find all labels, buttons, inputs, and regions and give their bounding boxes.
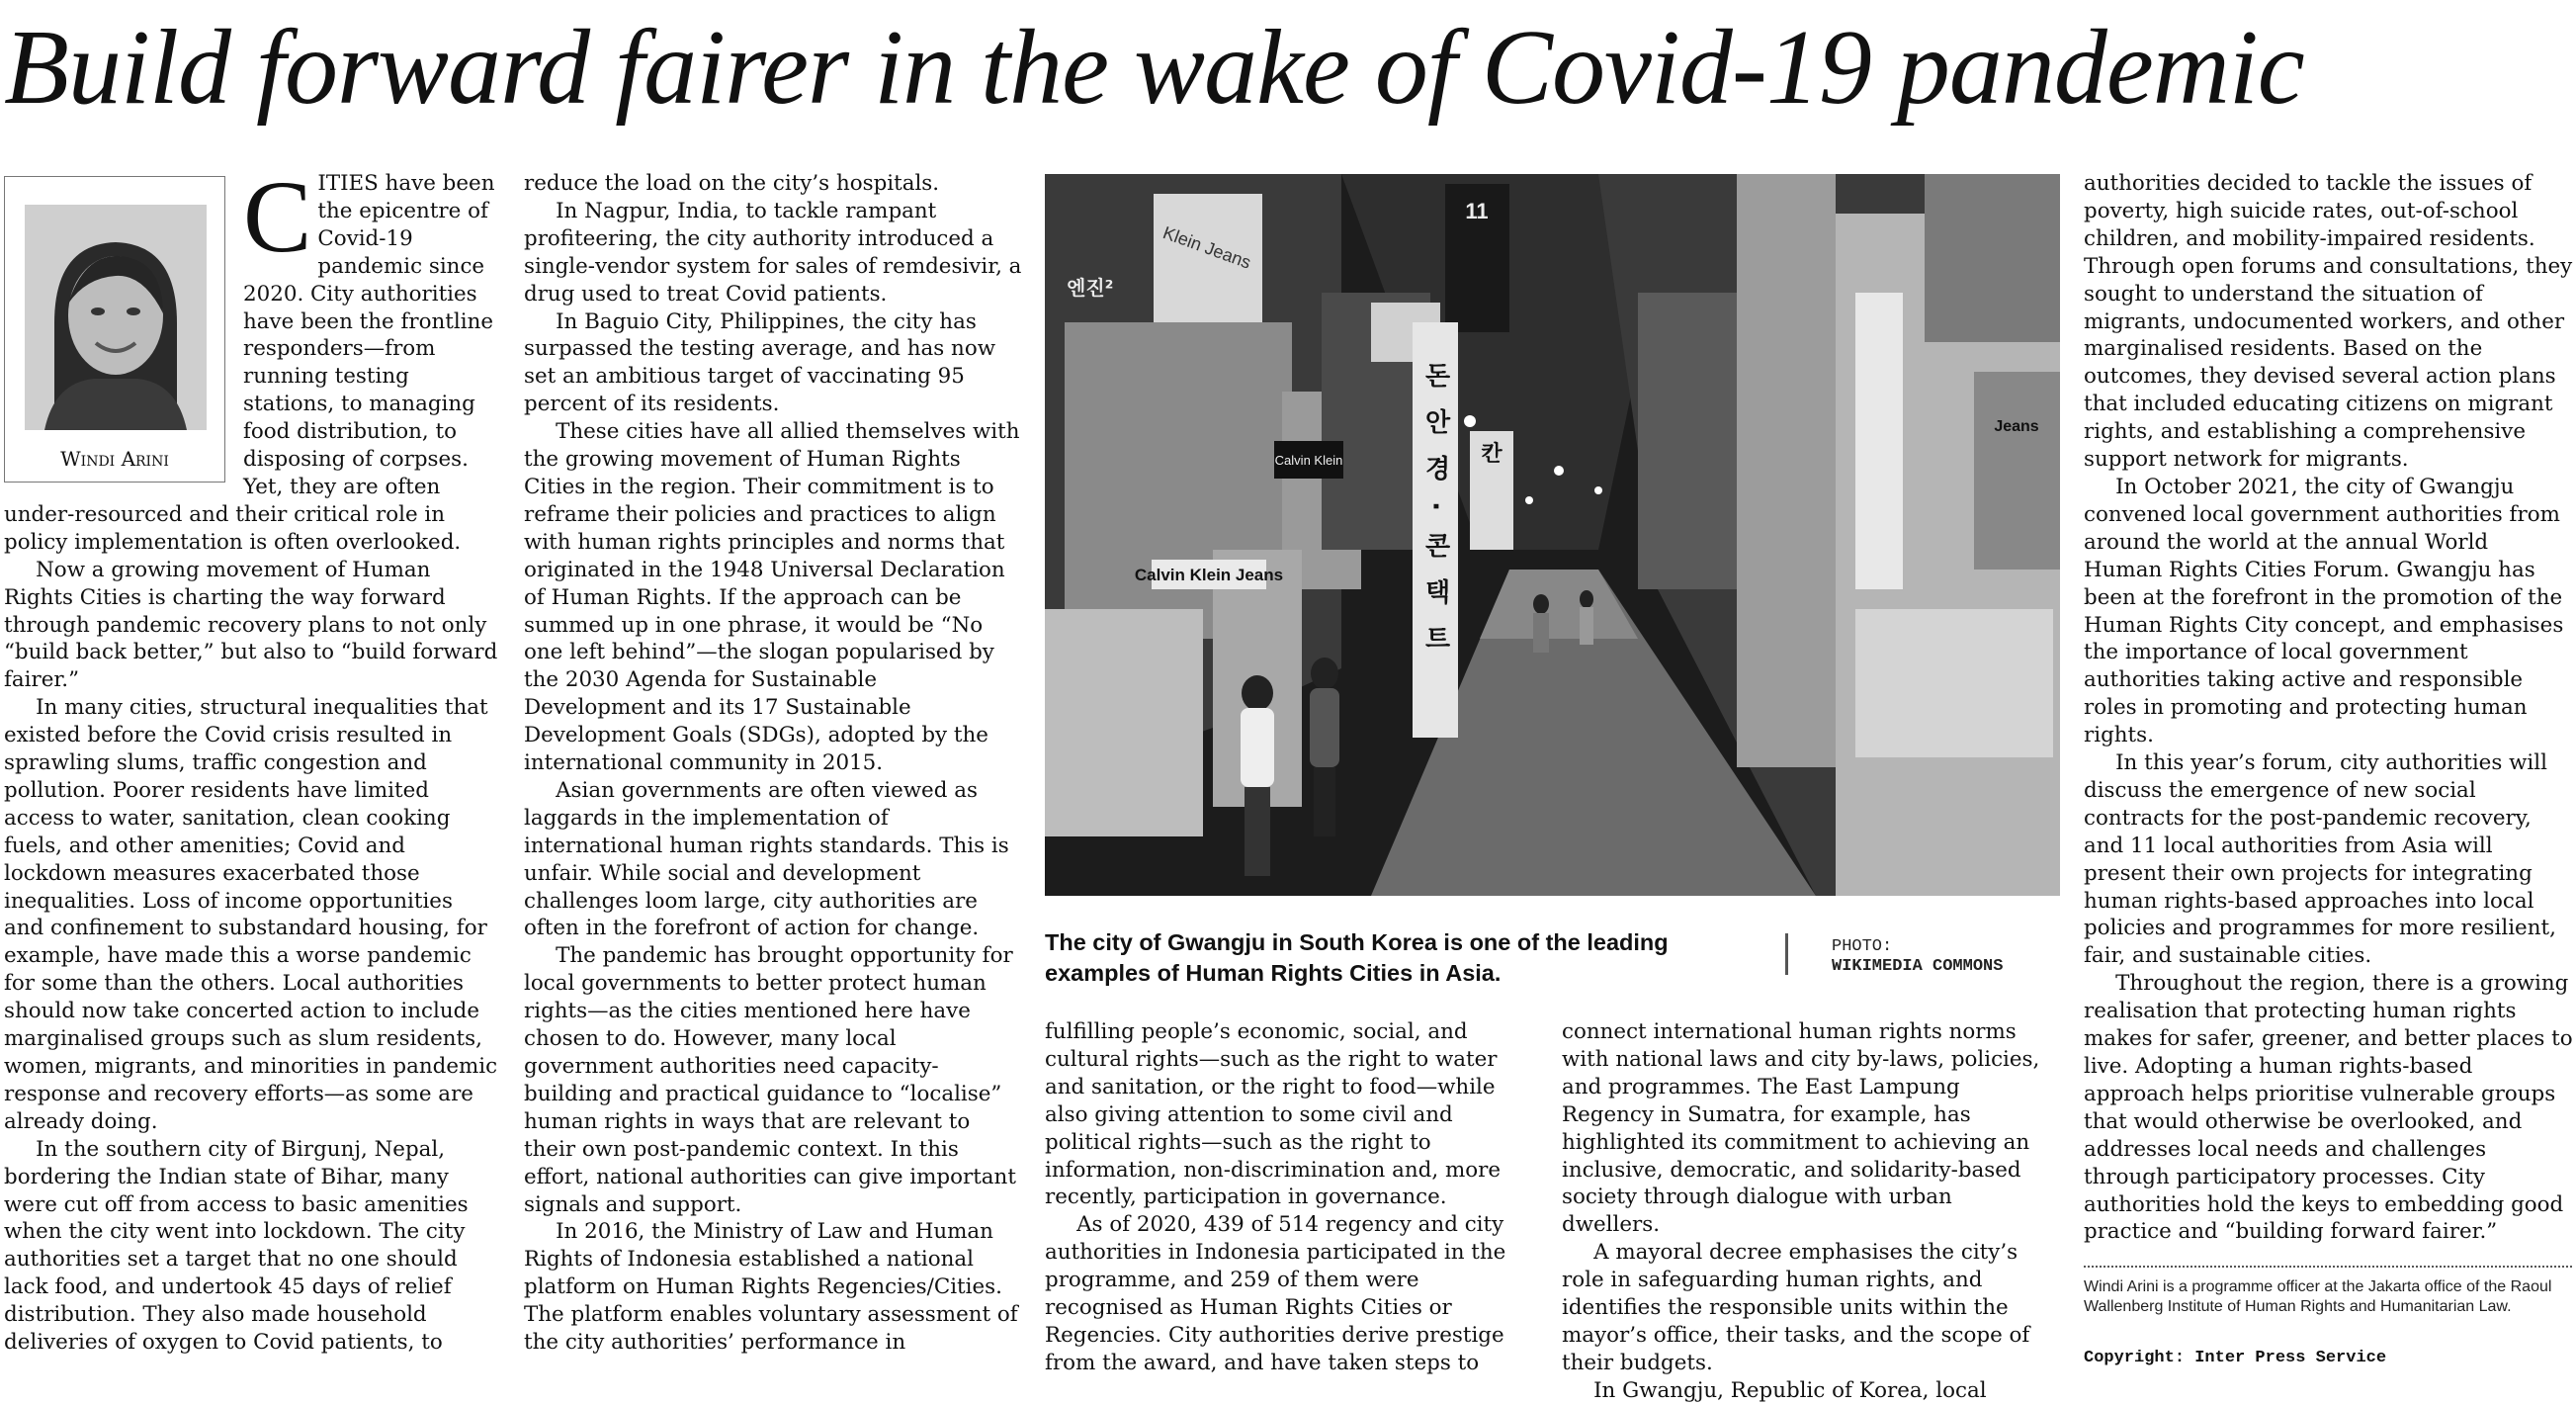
sign-jeans-short: Jeans <box>1994 418 2039 435</box>
paragraph: In Baguio City, Philippines, the city has surpassed the testing average, and has now set an ambitious target of vaccinating 95 percent of its residents. <box>524 308 996 417</box>
column-3 <box>1045 1018 1539 1376</box>
author-box <box>4 176 225 483</box>
sign-korean-vertical: 돈 안 경 · 콘 택 트 <box>1420 362 1450 658</box>
paragraph: In Nagpur, India, to tackle rampant profiteering, the city authority introduced a single-vendor system for sales of remdesivir, a drug used to treat Covid patients. <box>524 198 1022 307</box>
column-1 <box>4 160 498 1376</box>
column-4 <box>1562 1018 2056 1403</box>
lead-text: ITIES have been the epicentre of Covid-19 pandemic since 2020. City authorities have been the frontline responders—from running testing stations, to managing food distribution, to disposing of corpses. Yet, they are often under-resourced and their critical role in policy implementation is often overlooked. <box>4 171 495 555</box>
photo-credit-label: PHOTO: <box>1832 937 1893 956</box>
paragraph-continuation: authorities decided to tackle the issues of poverty, high suicide rates, out-of-school children, and mobility-impaired residents. Through open forums and consultations, they sought to understand the situation of migrants, undocumented workers, and other marginalised residents. Based on the outcomes, they devised several action plans that included educating citizens on migrant rights, and establishing a comprehensive support network for migrants. <box>2084 171 2573 473</box>
paragraph: In many cities, structural inequalities that existed before the Covid crisis resulted in sprawling slums, traffic congestion and pollution. Poorer residents have limited access to water, sanitation, clean cooking fuels, and other amenities; Covid and lockdown measures exacerbated those inequalities. Loss of income opportunities and confinement to substandard housing, for example, have made this a worse pandemic for some than the others. Local authorities should now take concerted action to include marginalised groups such as slum residents, women, migrants, and minorities in pandemic response and recovery efforts—as some are already doing. <box>4 695 498 1134</box>
paragraph-continuation: fulfilling people’s economic, social, and cultural rights—such as the right to water and sanitation, or the right to food—while also giving attention to some civil and political rights—such as the right to information, non-discrimination and, more recently, participation in governance. <box>1045 1019 1501 1210</box>
paragraph: Throughout the region, there is a growing realisation that protecting human rights makes for safer, greener, and better places to live. Adopting a human rights-based approach helps prioritise vulnerable groups that would otherwise be overlooked, and addresses local needs and challenges through participatory processes. City authorities hold the keys to embedding good practice and “building forward fairer.” <box>2084 971 2573 1245</box>
author-name: Windi Arini <box>60 447 169 471</box>
paragraph-continuation: connect international human rights norms with national laws and city by-laws, policies, and programmes. The East Lampung Regency in Sumatra, for example, has highlighted its commitment to achieving an inclusive, democratic, and solidarity-based society through dialogue with urban dwellers. <box>1562 1019 2040 1238</box>
photo-caption: The city of Gwangju in South Korea is one of the leading examples of Human Rights Cities in Asia. <box>1045 929 1669 986</box>
paragraph: In this year’s forum, city authorities will discuss the emergence of new social contracts for the post-pandemic recovery, and 11 local authorities from Asia will present their own projects for integrating human rights-based approaches into local policies and programmes for more resilient, fair, and sustainable cities. <box>2084 750 2556 969</box>
photo-credit-source: WIKIMEDIA COMMONS <box>1832 957 2004 976</box>
paragraph: In the southern city of Birgunj, Nepal, bordering the Indian state of Bihar, many were cut off from access to basic amenities when the city went into lockdown. The city authorities set a target that no one should lack food, and undertook 45 days of relief distribution. They also made household deliveries of oxygen to Covid patients, to <box>4 1136 469 1356</box>
paragraph: In Gwangju, Republic of Korea, local <box>1593 1377 1987 1403</box>
author-bio: Windi Arini is a programme officer at the Jakarta office of the Raoul Wallenberg Institute of Human Rights and Humanitarian Law. <box>2084 1278 2552 1315</box>
paragraph: A mayoral decree emphasises the city’s role in safeguarding human rights, and identifies the responsible units within the mayor’s office, their tasks, and the scope of their budgets. <box>1562 1240 2030 1375</box>
paragraph: Asian governments are often viewed as laggards in the implementation of international human rights standards. This is unfair. While social and development challenges loom large, city authorities are often in the forefront of action for change. <box>524 777 1009 941</box>
paragraph-continuation: reduce the load on the city’s hospitals. <box>524 171 940 196</box>
paragraph: These cities have all allied themselves with the growing movement of Human Rights Cities in the region. Their commitment is to reframe their policies and practices to align with human rights principles and norms that originated in the 1948 Universal Declaration of Human Rights. If the approach can be summed up in one phrase, it would be “No one left behind”—the slogan popularised by the 2030 Agenda for Sustainable Development and its 17 Sustainable Development Goals (SDGs), adopted by the international community in 2015. <box>524 419 1020 776</box>
paragraph: In 2016, the Ministry of Law and Human Rights of Indonesia established a national platform on Human Rights Regencies/Cities. The platform enables voluntary assessment of the city authorities’ performance in <box>524 1219 1018 1356</box>
column-2 <box>524 170 1023 1376</box>
drop-cap: C <box>243 160 312 274</box>
sign-korean-shop: 엔진² <box>1067 276 1114 300</box>
bio-divider <box>2084 1266 2572 1268</box>
paragraph: In October 2021, the city of Gwangju convened local government authorities from around the world at the annual World Human Rights Cities Forum. Gwangju has been at the forefront in the promotion of the Human Rights City concept, and emphasises the importance of local government authorities taking active and responsible roles in promoting and protecting human rights. <box>2084 474 2564 748</box>
photo-credit <box>1832 937 2069 977</box>
sign-calvin-klein: Calvin Klein <box>1274 453 1343 468</box>
sign-eleven: 11 <box>1465 199 1489 223</box>
sign-klein-jeans: Klein Jeans <box>1159 222 1254 273</box>
paragraph: Now a growing movement of Human Rights Cities is charting the way forward through pandemic recovery plans to not only “build back better,” but also to “build forward fairer.” <box>4 557 498 693</box>
column-5 <box>2084 170 2573 1263</box>
headline: Build forward fairer in the wake of Covid-19 pandemic <box>4 9 2304 127</box>
sign-calvin-klein-jeans: Calvin Klein Jeans <box>1134 566 1284 584</box>
copyright: Copyright: Inter Press Service <box>2084 1349 2387 1367</box>
credit-divider <box>1785 933 1788 975</box>
sign-gan: 칸 <box>1481 442 1503 467</box>
author-photo <box>25 205 207 430</box>
paragraph: The pandemic has brought opportunity for local governments to better protect human rights—as the cities mentioned here have chosen to do. However, many local government authorities need capacity-building and practical guidance to “localise” human rights in ways that are relevant to their own post-pandemic context. In this effort, national authorities can give important signals and support. <box>524 943 1016 1217</box>
street-photo <box>1045 174 2060 896</box>
paragraph: As of 2020, 439 of 514 regency and city authorities in Indonesia participated in the programme, and 259 of them were recognised as Human Rights Cities or Regencies. City authorities derive prestige from the award, and have taken steps to <box>1045 1212 1506 1375</box>
